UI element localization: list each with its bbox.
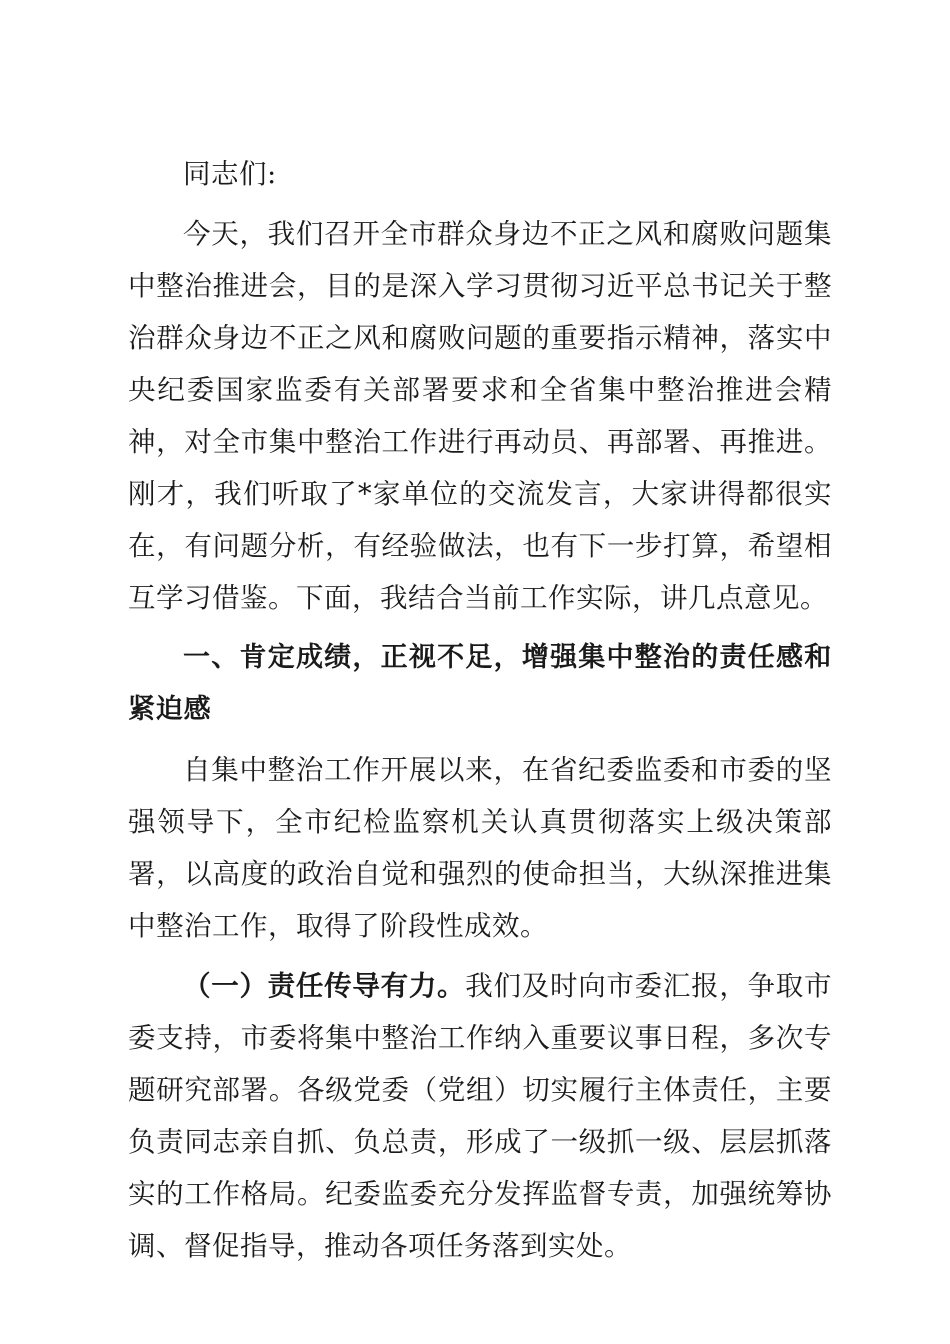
salutation: 同志们: xyxy=(183,158,277,190)
document-page xyxy=(128,148,832,1280)
intro-paragraph: 今天，我们召开全市群众身边不正之风和腐败问题集中整治推进会，目的是深入学习贯彻习近平总书记关于整治群众身边不正之风和腐败问题的重要指示精神，落实中央纪委国家监委有关部署要求和全省集中整治推进会精神，对全市集中整治工作进行再动员、再部署、再推进。刚才，我们听取了*家单位的交流发言，大家讲得都很实在，有问题分析，有经验做法，也有下一步打算，希望相互学习借鉴。下面，我结合当前工作实际，讲几点意见。 xyxy=(128,218,832,614)
section-1-paragraph: 自集中整治工作开展以来，在省纪委监委和市委的坚强领导下，全市纪检监察机关认真贯彻落实上级决策部署，以高度的政治自觉和强烈的使命担当，大纵深推进集中整治工作，取得了阶段性成效。 xyxy=(128,754,832,942)
subsection-1-body: 我们及时向市委汇报，争取市委支持，市委将集中整治工作纳入重要议事日程，多次专题研究部署。各级党委（党组）切实履行主体责任，主要负责同志亲自抓、负总责，形成了一级抓一级、层层抓落实的工作格局。纪委监委充分发挥监督专责，加强统筹协调、督促指导，推动各项任务落到实处。 xyxy=(128,970,833,1262)
subsection-1-paragraph xyxy=(128,960,832,1272)
subsection-1-lead: （一）责任传导有力。 xyxy=(183,970,466,1002)
section-heading-1: 一、肯定成绩，正视不足，增强集中整治的责任感和紧迫感 xyxy=(128,642,832,725)
